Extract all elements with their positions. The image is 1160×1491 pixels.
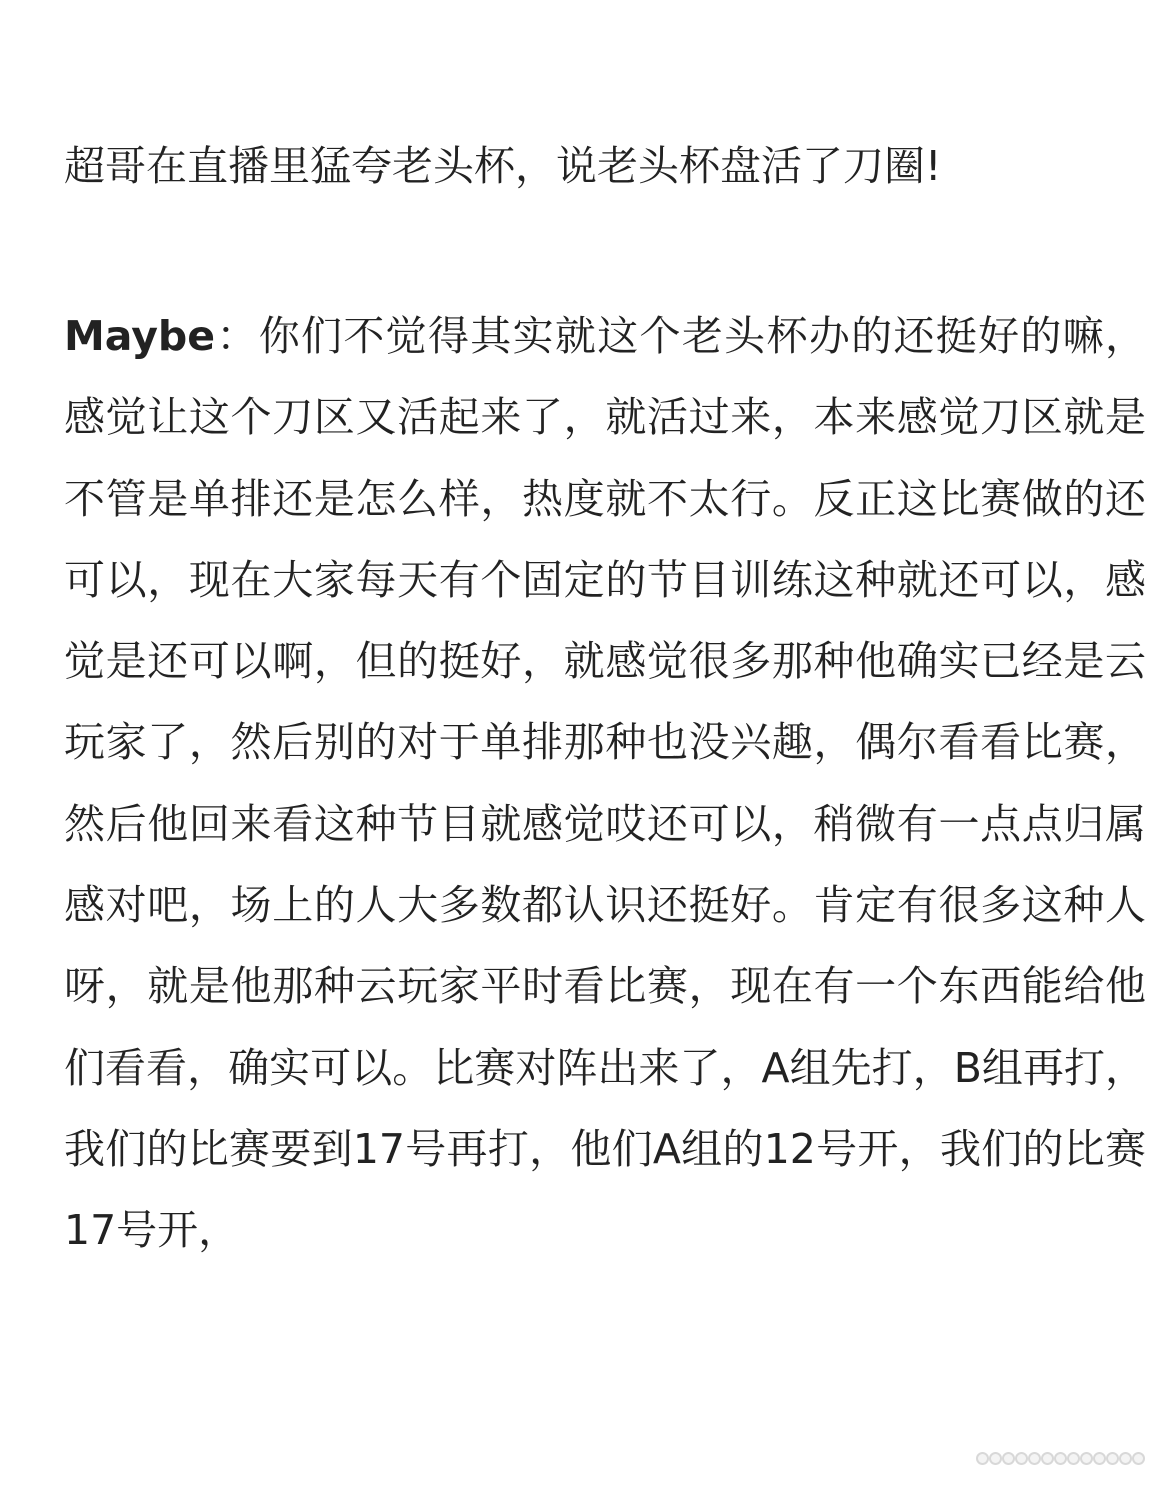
post-body [64,296,1146,1272]
watermark-dot-icon [1015,1452,1028,1465]
watermark-dot-icon [1054,1452,1067,1465]
post-title: 超哥在直播里猛夸老头杯，说老头杯盘活了刀圈! [64,142,942,190]
watermark-dot-icon [1080,1452,1093,1465]
speaker-colon: ： [215,312,259,360]
watermark-dot-icon [1002,1452,1015,1465]
watermark-dot-icon [1093,1452,1106,1465]
watermark-dot-icon [1028,1452,1041,1465]
quote-text: 你们不觉得其实就这个老头杯办的还挺好的嘛，感觉让这个刀区又活起来了，就活过来，本来感觉刀区就是不管是单排还是怎么样，热度就不太行。反正这比赛做的还可以，现在大家每天有个固定的节目训练这种就还可以，感觉是还可以啊，但的挺好，就感觉很多那种他确实已经是云玩家了，然后别的对于单排那种也没兴趣，偶尔看看比赛，然后他回来看这种节目就感觉哎还可以，稍微有一点点归属感对吧，场上的人大多数都认识还挺好。肯定有很多这种人呀，就是他那种云玩家平时看比赛，现在有一个东西能给他们看看，确实可以。比赛对阵出来了，A组先打，B组再打，我们的比赛要到17号再打，他们A组的12号开，我们的比赛17号开， [64,312,1147,1255]
watermark-dot-icon [976,1452,989,1465]
watermark-dot-icon [1132,1452,1145,1465]
watermark-dot-icon [1106,1452,1119,1465]
watermark-dot-icon [989,1452,1002,1465]
speaker-name: Maybe [64,312,216,360]
watermark-dot-icon [1067,1452,1080,1465]
watermark-dots [976,1452,1145,1465]
watermark-dot-icon [1119,1452,1132,1465]
watermark-dot-icon [1041,1452,1054,1465]
